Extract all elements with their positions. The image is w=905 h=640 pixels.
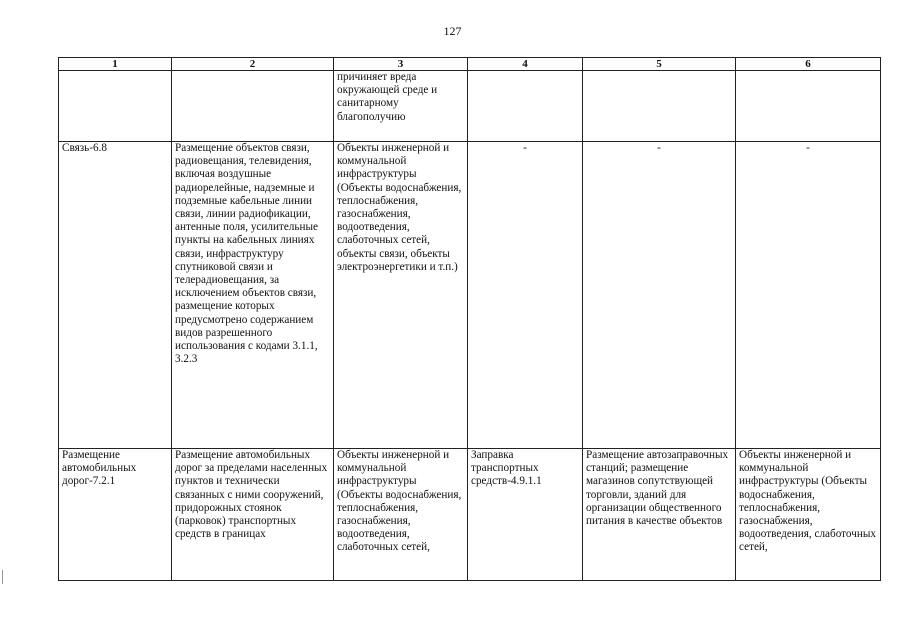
scan-edge-mark (2, 570, 3, 584)
table-cell (736, 71, 881, 142)
table-header-row (59, 58, 881, 71)
table-cell: причиняет вреда окружающей среде и санитарному благополучию (334, 71, 468, 142)
table-cell (334, 449, 468, 581)
table-cell: Размещение объектов связи, радиовещания, телевидения, включая воздушные радиорелейные, надземные и подземные кабельные линии связи, линии радиофикации, антенные поля, усилительные пункты на кабельных линиях связи, инфраструктуру спутниковой связи и телерадиовещания, за исключением объектов связи, размещение которых предусмотрено содержанием видов разрешенного использования с кодами 3.1.1, 3.2.3 (172, 142, 334, 449)
table-cell: - (468, 142, 583, 449)
cell-clip: Объекты инженерной и коммунальной инфраструктуры (Объекты водоснабжения, теплоснабжения, газоснабжения, водоотведения, слаботочных сетей, (337, 449, 462, 554)
cell-clip: Размещение автозаправочных станций; размещение магазинов сопутствующей торговли, зданий для организации общественного питания в качестве объектов (586, 449, 729, 528)
table-cell (59, 71, 172, 142)
table-cell (172, 449, 334, 581)
page-number: 127 (443, 24, 462, 38)
table-cell (736, 449, 881, 581)
table-row-continuation (59, 71, 881, 142)
table-cell: - (583, 142, 736, 449)
column-header: 6 (736, 58, 881, 71)
table-cell (468, 71, 583, 142)
table-cell: Связь-6.8 (59, 142, 172, 449)
zoning-table (58, 57, 881, 581)
table-row-svyaz (59, 142, 881, 449)
table-cell (583, 449, 736, 581)
cell-clip: Объекты инженерной и коммунальной инфраструктуры (Объекты водоснабжения, теплоснабжения, газоснабжения, водоотведения, слаботочных сетей, (739, 449, 876, 554)
table-cell: Заправка транспортных средств-4.9.1.1 (468, 449, 583, 581)
column-header: 4 (468, 58, 583, 71)
table-cell: Размещение автомобильных дорог-7.2.1 (59, 449, 172, 581)
cell-clip: Размещение автомобильных дорог за пределами населенных пунктов и технически связанных с ними сооружений, придорожных стоянок (парковок) транспортных средств в границах (175, 449, 328, 541)
column-header: 5 (583, 58, 736, 71)
column-header: 3 (334, 58, 468, 71)
column-header: 2 (172, 58, 334, 71)
table-cell: - (736, 142, 881, 449)
table-cell (172, 71, 334, 142)
column-header: 1 (59, 58, 172, 71)
table-cell: Объекты инженерной и коммунальной инфраструктуры (Объекты водоснабжения, теплоснабжения, газоснабжения, водоотведения, слаботочных сетей, объекты связи, объекты электроэнергетики и т.п.) (334, 142, 468, 449)
table-cell (583, 71, 736, 142)
table-row-roads (59, 449, 881, 581)
